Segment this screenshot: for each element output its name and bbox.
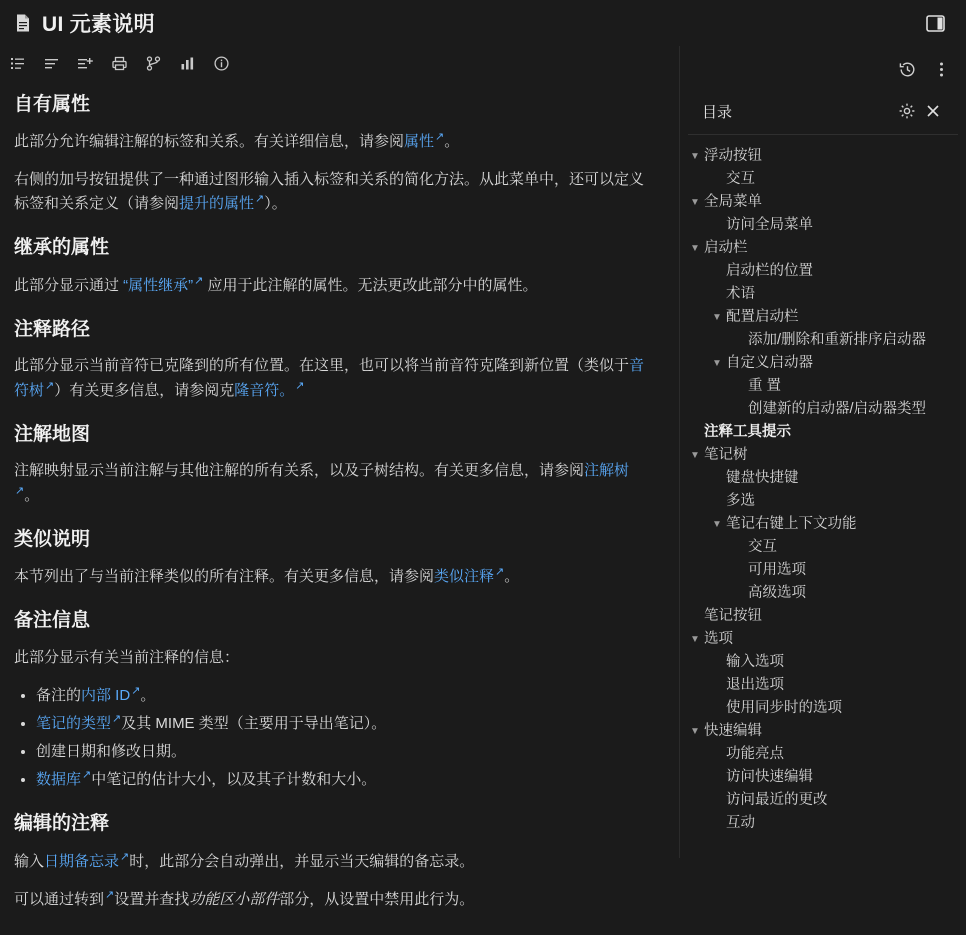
- toc-item[interactable]: [686, 743, 960, 766]
- chevron-down-icon[interactable]: ▼: [712, 358, 722, 370]
- right-pane-toolbar: [680, 46, 966, 92]
- toc-item[interactable]: [686, 674, 960, 697]
- toc-item[interactable]: [686, 306, 960, 329]
- text-run: ）有关更多信息，请参阅克: [54, 381, 235, 399]
- list-item: [36, 683, 649, 707]
- section-paragraph: [14, 887, 649, 911]
- toc-title: 目录: [702, 103, 733, 121]
- toc-item-label: 笔记按钮: [704, 608, 762, 625]
- content-link[interactable]: “属性继承” ↗: [123, 277, 203, 294]
- toc-item[interactable]: [686, 697, 960, 720]
- toc-item-label: 重 置: [748, 378, 782, 395]
- toc-item-label: 交互: [726, 171, 755, 188]
- left-pane: [0, 46, 680, 908]
- chevron-down-icon[interactable]: ▼: [712, 519, 722, 531]
- chevron-down-icon[interactable]: ▼: [690, 243, 700, 255]
- toc-item[interactable]: [686, 145, 960, 168]
- text-run: 此部分显示通过: [14, 276, 124, 294]
- toc-item[interactable]: [686, 559, 960, 582]
- toc-header: [688, 92, 958, 135]
- section-heading: 注释路径: [14, 318, 91, 340]
- title-bar: [0, 0, 966, 46]
- section-paragraph: [14, 459, 649, 507]
- section-list: [14, 683, 649, 791]
- toc-item[interactable]: [686, 490, 960, 513]
- section-paragraph: [14, 129, 649, 153]
- content-link[interactable]: [104, 891, 114, 908]
- text-run: ）。: [264, 194, 287, 212]
- content-link[interactable]: 注解树 ↗: [14, 462, 629, 503]
- toc-item[interactable]: [686, 651, 960, 674]
- toc-item[interactable]: [686, 720, 960, 743]
- toc-item-label: 多选: [726, 493, 755, 510]
- note-toolbar: [0, 46, 679, 80]
- text-run: 应用于此注解的属性。无法更改此部分中的属性。: [203, 276, 538, 294]
- toc-item-label: 访问最近的更改: [726, 792, 828, 809]
- toc-item-label: 全局菜单: [704, 194, 762, 211]
- toc-item[interactable]: [686, 398, 960, 421]
- history-icon[interactable]: [894, 56, 920, 82]
- content-link[interactable]: 类似注释 ↗: [434, 568, 504, 585]
- toc-item-label: 输入选项: [726, 654, 784, 671]
- section-paragraph: [14, 849, 649, 873]
- section-heading: 注解地图: [14, 423, 91, 445]
- section-paragraph: [14, 273, 649, 297]
- chevron-down-icon[interactable]: ▼: [690, 197, 700, 209]
- toc-item-label: 自定义启动器: [726, 355, 813, 372]
- right-pane: [680, 46, 966, 858]
- toc-item-label: 键盘快捷键: [726, 470, 799, 487]
- list-item: [36, 767, 649, 791]
- toc-item-label: 退出选项: [726, 677, 784, 694]
- toc-item-label: 访问全局菜单: [726, 217, 813, 234]
- toc-item[interactable]: [686, 214, 960, 237]
- toc-item-label: 笔记右键上下文功能: [726, 516, 857, 533]
- content-link[interactable]: 隆音符。 ↗: [234, 382, 304, 399]
- toc-item[interactable]: [686, 375, 960, 398]
- toc-item[interactable]: [686, 812, 960, 835]
- text-run: 。: [24, 486, 40, 504]
- toc-item-label: 选项: [704, 631, 733, 648]
- list-item: [36, 740, 649, 763]
- chevron-down-icon[interactable]: ▼: [690, 151, 700, 162]
- text-run: 此部分允许编辑注解的标签和关系。有关详细信息，请参阅: [14, 133, 405, 151]
- print-icon[interactable]: [104, 49, 134, 77]
- text-run: 输入: [14, 852, 45, 870]
- toc-item[interactable]: [686, 513, 960, 536]
- branch-icon[interactable]: [138, 49, 168, 77]
- toc-item-label: 使用同步时的选项: [726, 700, 842, 717]
- chevron-down-icon[interactable]: ▼: [690, 450, 700, 462]
- toc-item-label: 互动: [726, 815, 755, 832]
- content-link[interactable]: 内部 ID ↗: [81, 687, 140, 704]
- section-heading: 备注信息: [14, 610, 91, 632]
- toc-list: [680, 135, 966, 858]
- toc-item-label: 访问快速编辑: [726, 769, 813, 786]
- toc-item[interactable]: [686, 628, 960, 651]
- toc-item[interactable]: [686, 329, 960, 352]
- section-heading: 类似说明: [14, 528, 91, 550]
- content-link[interactable]: 音符树 ↗: [14, 357, 644, 398]
- text-run: 设置并查找: [114, 890, 190, 908]
- content-link[interactable]: 数据库 ↗: [36, 771, 91, 788]
- text-run: 注解映射显示当前注解与其他注解的所有关系，以及子树结构。有关更多信息，请参阅: [14, 462, 585, 480]
- list-item: [36, 711, 649, 735]
- text-run: 备注的: [36, 687, 82, 705]
- text-run: 。: [504, 568, 520, 586]
- toc-item-label: 浮动按钮: [704, 148, 762, 164]
- chevron-down-icon[interactable]: ▼: [690, 726, 700, 738]
- toc-item-label: 添加/删除和重新排序启动器: [748, 332, 927, 349]
- toc-item[interactable]: [686, 536, 960, 559]
- text-run: 右侧的加号按钮提供了一种通过图形输入插入标签和关系的简化方法。从此菜单中，还可以定义标签和关系定义（请参阅: [14, 170, 645, 212]
- section-paragraph: [14, 646, 649, 669]
- text-run: 创建日期和修改日期。: [36, 742, 187, 760]
- list-icon[interactable]: [36, 49, 66, 77]
- toc-item-label: 注释工具提示: [704, 424, 791, 441]
- toc-item[interactable]: [686, 191, 960, 214]
- toc-item-label: 交互: [748, 539, 777, 556]
- gear-icon[interactable]: [894, 98, 920, 124]
- toc-item[interactable]: [686, 168, 960, 191]
- toggle-right-panel-icon[interactable]: [924, 12, 946, 34]
- text-run: 及其 MIME 类型（主要用于导出笔记）。: [121, 715, 387, 733]
- outline-icon[interactable]: [2, 49, 32, 77]
- text-run: 可以通过转到: [14, 890, 105, 908]
- section-heading: 自有属性: [14, 94, 91, 115]
- content-link[interactable]: 提升的属性 ↗: [179, 195, 264, 212]
- toc-item[interactable]: [686, 421, 960, 444]
- section-heading: 编辑的注释: [14, 813, 110, 835]
- text-run: 本节列出了与当前注释类似的所有注释。有关更多信息，请参阅: [14, 568, 435, 586]
- emphasis-text: 功能区小部件: [189, 890, 280, 908]
- toc-item[interactable]: [686, 766, 960, 789]
- content-link[interactable]: 笔记的类型 ↗: [36, 715, 121, 732]
- toc-item-label: 功能亮点: [726, 746, 784, 763]
- toc-item[interactable]: [686, 582, 960, 605]
- section-heading: 继承的属性: [14, 237, 110, 259]
- page-title: UI 元素说明: [42, 13, 155, 36]
- toc-item-label: 术语: [726, 286, 755, 303]
- content-link[interactable]: 日期备忘录 ↗: [44, 853, 129, 870]
- toc-item-label: 笔记树: [704, 447, 748, 464]
- toc-item-label: 可用选项: [748, 562, 806, 579]
- chevron-down-icon[interactable]: ▼: [712, 312, 722, 324]
- toc-item-label: 启动栏的位置: [726, 263, 813, 280]
- text-run: 此部分显示当前音符已克隆到的所有位置。在这里，也可以将当前音符克隆到新位置（类似于: [14, 357, 630, 375]
- toc-item-label: 配置启动栏: [726, 309, 799, 326]
- toc-item-label: 启动栏: [704, 240, 748, 257]
- toc-item[interactable]: [686, 283, 960, 306]
- add-list-icon[interactable]: [70, 49, 100, 77]
- section-paragraph: [14, 564, 649, 588]
- section-paragraph: [14, 168, 649, 216]
- toc-item[interactable]: [686, 260, 960, 283]
- toc-item[interactable]: [686, 237, 960, 260]
- note-content: [0, 80, 679, 935]
- text-run: 。: [444, 133, 460, 151]
- toc-item[interactable]: [686, 352, 960, 375]
- toc-item-label: 创建新的启动器/启动器类型: [748, 401, 927, 418]
- document-icon: [14, 13, 32, 33]
- window-body: [0, 46, 966, 908]
- text-run: 部分，从设置中禁用此行为。: [279, 890, 475, 908]
- text-run: 。: [140, 687, 156, 705]
- content-link[interactable]: 属性 ↗: [404, 133, 444, 150]
- chart-icon[interactable]: [172, 49, 202, 77]
- close-icon[interactable]: [920, 98, 946, 124]
- chevron-down-icon[interactable]: ▼: [690, 634, 700, 646]
- toc-item[interactable]: [686, 444, 960, 467]
- text-run: 中笔记的估计大小，以及其子计数和大小。: [91, 770, 377, 788]
- toc-item-label: 高级选项: [748, 585, 806, 602]
- toc-item[interactable]: [686, 789, 960, 812]
- text-run: 此部分显示有关当前注释的信息：: [14, 648, 240, 666]
- section-paragraph: [14, 354, 649, 402]
- toc-item[interactable]: [686, 467, 960, 490]
- info-icon[interactable]: [206, 49, 236, 77]
- toc-item[interactable]: [686, 605, 960, 628]
- toc-item-label: 快速编辑: [704, 723, 762, 740]
- more-vertical-icon[interactable]: [928, 56, 954, 82]
- text-run: 时，此部分会自动弹出，并显示当天编辑的备忘录。: [129, 852, 475, 870]
